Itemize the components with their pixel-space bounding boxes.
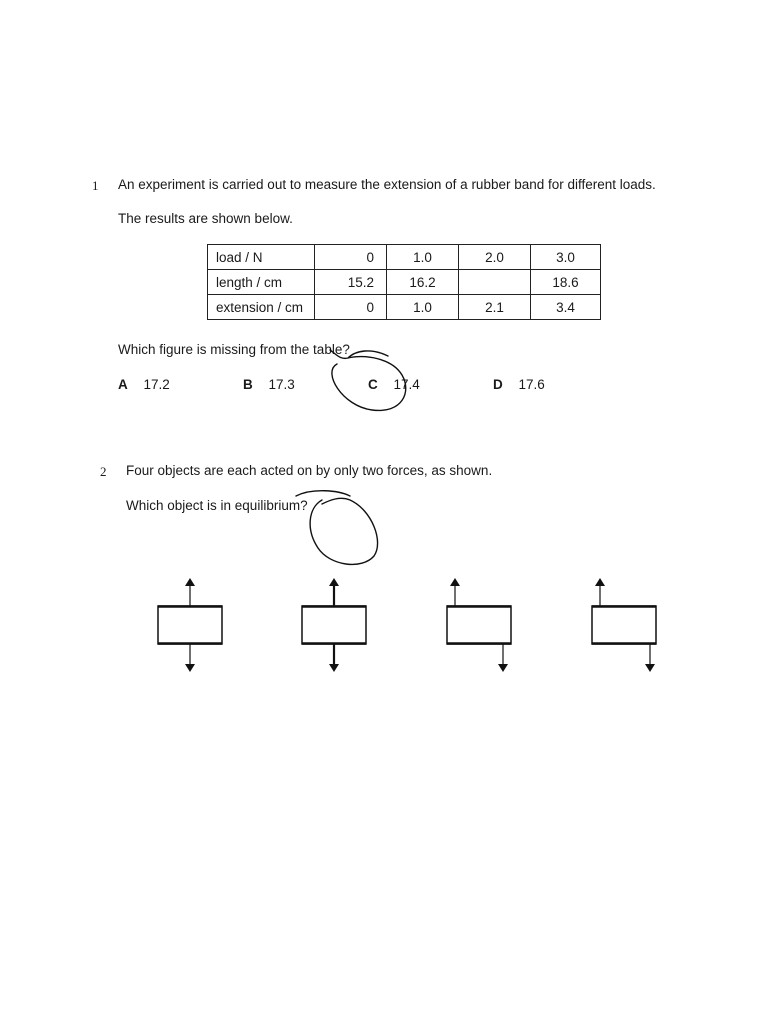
object-a-diagram <box>158 582 222 668</box>
table-cell: 2.1 <box>459 295 531 320</box>
table-cell: 3.4 <box>531 295 601 320</box>
table-cell: 2.0 <box>459 245 531 270</box>
table-cell: 1.0 <box>387 245 459 270</box>
table-cell: 15.2 <box>315 270 387 295</box>
option-letter: A <box>118 377 128 392</box>
table-cell: 0 <box>315 295 387 320</box>
results-intro: The results are shown below. <box>118 211 293 226</box>
question-1-number: 1 <box>92 178 99 193</box>
table-cell: 0 <box>315 245 387 270</box>
table-cell: 16.2 <box>387 270 459 295</box>
table-cell: length / cm <box>208 270 315 295</box>
handwritten-circle-mark <box>330 350 406 410</box>
option-letter: D <box>493 377 503 392</box>
question-2-stem: Four objects are each acted on by only two forces, as shown. <box>126 463 493 478</box>
table-cell: 3.0 <box>531 245 601 270</box>
object-b-diagram <box>302 582 366 668</box>
question-1-stem: An experiment is carried out to measure the extension of a rubber band for different loads. <box>118 177 656 192</box>
object-d-diagram <box>592 582 656 668</box>
option-value: 17.3 <box>268 377 295 392</box>
option-value: 17.4 <box>393 377 420 392</box>
option-value: 17.2 <box>143 377 170 392</box>
handwritten-circle-mark <box>296 491 378 565</box>
table-cell: 18.6 <box>531 270 601 295</box>
question-2-number: 2 <box>100 464 107 479</box>
option-value: 17.6 <box>518 377 545 392</box>
table-cell: extension / cm <box>208 295 315 320</box>
table-cell: load / N <box>208 245 315 270</box>
table-cell: 1.0 <box>387 295 459 320</box>
object-c-diagram <box>447 582 511 668</box>
question-2-prompt: Which object is in equilibrium? <box>126 498 308 513</box>
option-letter: C <box>368 377 378 392</box>
option-letter: B <box>243 377 253 392</box>
question-1-prompt: Which figure is missing from the table? <box>118 342 350 357</box>
